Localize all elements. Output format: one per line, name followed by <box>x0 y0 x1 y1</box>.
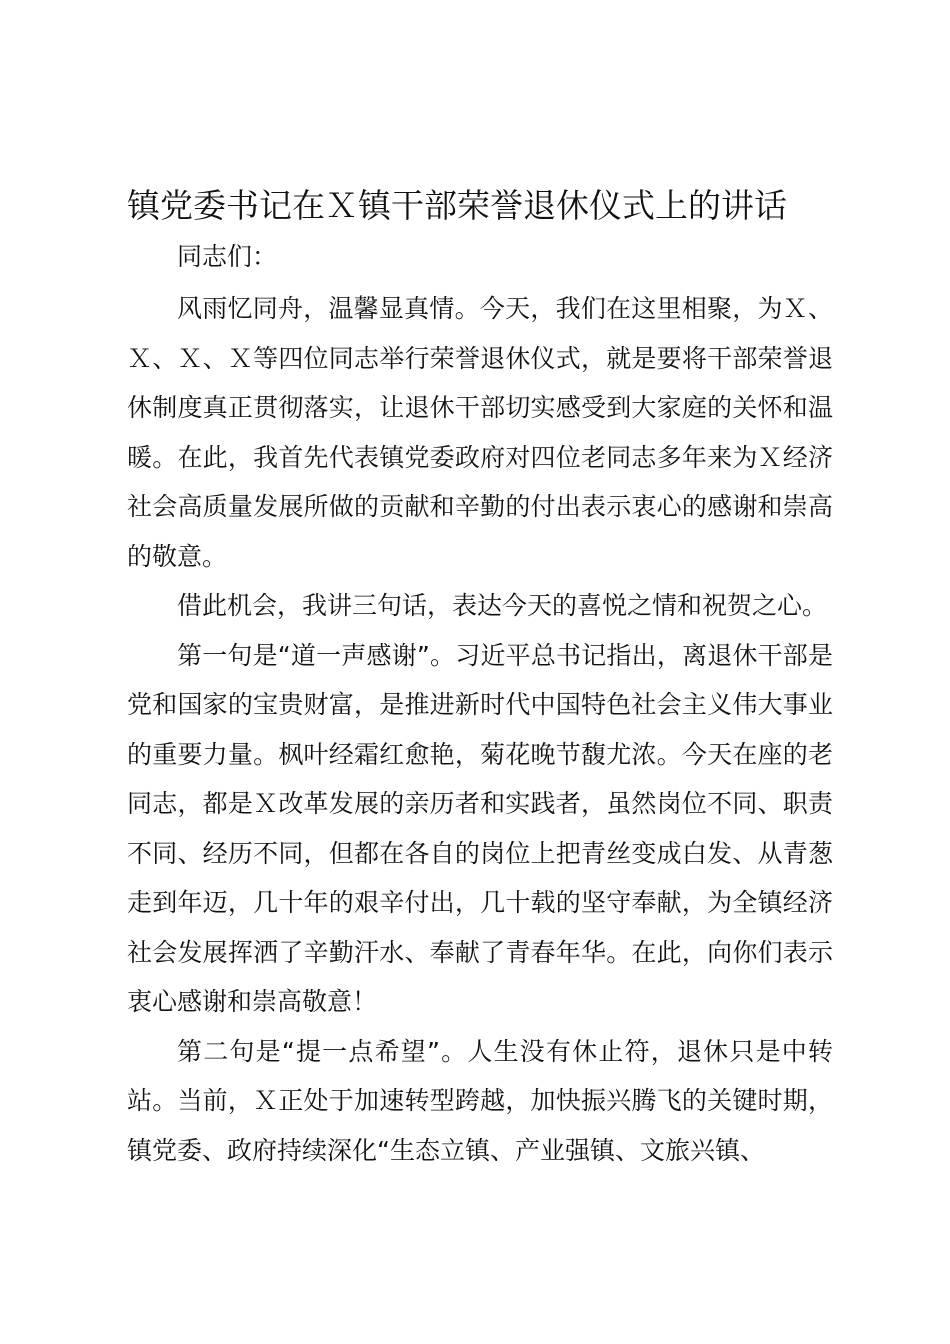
paragraph-opening: 风雨忆同舟，温馨显真情。今天，我们在这里相聚，为Ｘ、Ｘ、Ｘ、Ｘ等四位同志举行荣誉退休仪式，就是要将干部荣誉退休制度真正贯彻落实，让退休干部切实感受到大家庭的关怀和温暖。在此，我首先代表镇党委政府对四位老同志多年来为Ｘ经济社会高质量发展所做的贡献和辛勤的付出表示衷心的感谢和崇高的敬意。 <box>127 294 833 571</box>
paragraph-intro: 借此机会，我讲三句话，表达今天的喜悦之情和祝贺之心。 <box>177 591 828 620</box>
paragraph-first-point: 第一句是“道一声感谢”。习近平总书记指出，离退休干部是党和国家的宝贵财富，是推进新时代中国特色社会主义伟大事业的重要力量。枫叶经霜红愈艳，菊花晚节馥尤浓。今天在座的老同志，都是Ｘ改革发展的亲历者和实践者，虽然岗位不同、职责不同、经历不同，但都在各自的岗位上把青丝变成白发、从青葱走到年迈，几十年的艰辛付出，几十载的坚守奉献，为全镇经济社会发展挥洒了辛勤汗水、奉献了青春年华。在此，向你们表示衷心感谢和崇高敬意！ <box>127 640 833 1016</box>
paragraph-second-point: 第二句是“提一点希望”。人生没有休止符，退休只是中转站。当前，Ｘ正处于加速转型跨越，加快振兴腾飞的关键时期，镇党委、政府持续深化“生态立镇、产业强镇、文旅兴镇、 <box>127 1036 833 1165</box>
document-title: 镇党委书记在Ｘ镇干部荣誉退休仪式上的讲话 <box>127 186 787 225</box>
salutation: 同志们： <box>177 242 278 271</box>
document-page <box>127 180 833 1175</box>
